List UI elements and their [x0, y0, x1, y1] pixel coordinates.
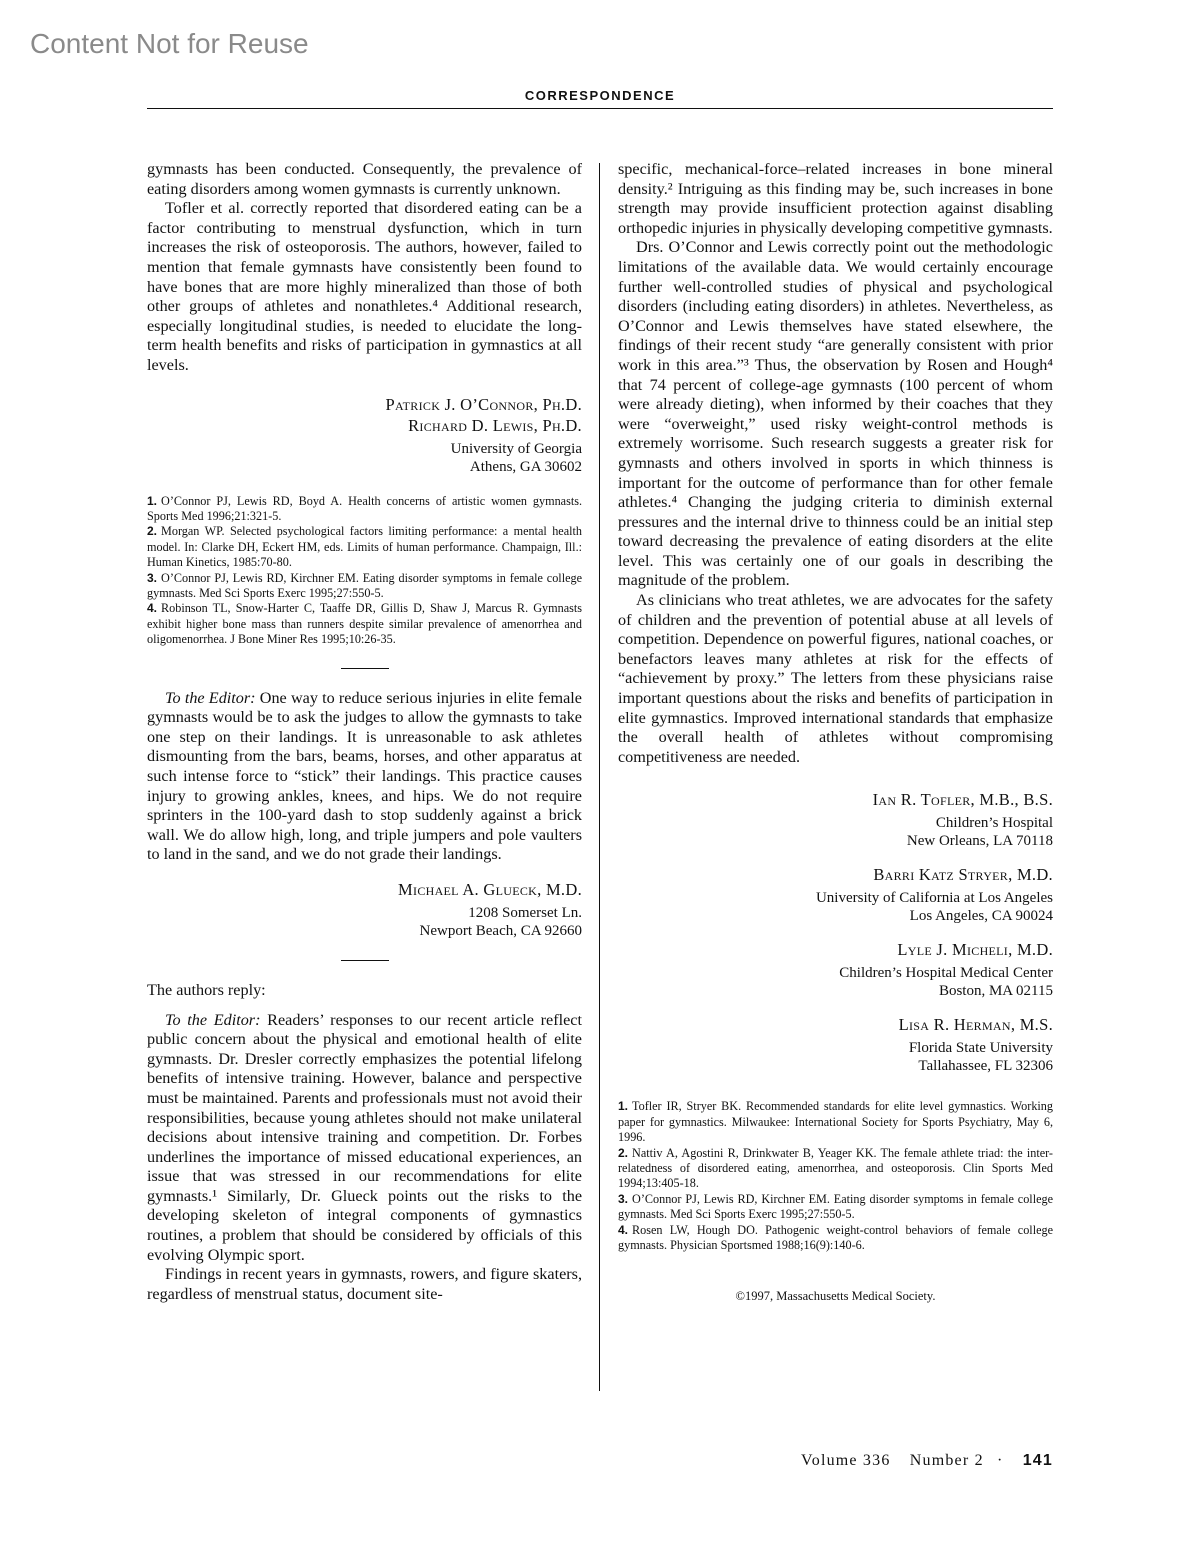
paragraph: gymnasts has been conducted. Consequently, the prevalence of eating disorders among women gymnasts is currently unknown.	[147, 160, 582, 198]
page-footer	[801, 1452, 1053, 1470]
affiliation: Boston, MA 02115	[938, 983, 1053, 1000]
paragraph: As clinicians who treat athletes, we are advocates for the safety of children and the prevention of potential abuse at all levels of competition. Dependence on powerful figures, national coaches, or benefactors leaves many athletes at risk for the effects of “achievement by proxy.” The letters from these physicians raise important questions about the risks and benefits of participation in elite gymnastics. Improved international standards that emphasize the overall health of athletes without compromising competitiveness are needed.	[618, 591, 1053, 766]
right-column	[618, 160, 1053, 1307]
reference-list	[147, 494, 582, 648]
author-name: Richard D. Lewis, Ph.D.	[408, 415, 582, 435]
section-divider	[341, 960, 389, 961]
letter-paragraph: To the Editor: Readers’ responses to our recent article reflect public concern about the physical and emotional health of elite gymnasts. Dr. Dresler correctly emphasizes the potential lifelong benefits of intensive training. However, balance and perspective must be maintained. Parents and professionals must not avoid their responsibilities, because young athletes should not make unilateral decisions about intensive training and competition. Dr. Forbes underlines the importance of missed educational experiences, an issue that was stressed in our recommendations for elite gymnasts.¹ Similarly, Dr. Glueck points out the risks to the developing skeleton of integral components of gymnastics routines, a problem that should be considered by officials of this evolving Olympic sport.	[147, 1010, 582, 1264]
copyright-notice: ©1997, Massachusetts Medical Society.	[735, 1289, 936, 1304]
author-name: Patrick J. O’Connor, Ph.D.	[385, 394, 582, 414]
affiliation: New Orleans, LA 70118	[906, 833, 1053, 850]
paragraph: Tofler et al. correctly reported that disordered eating can be a factor contributing to menstrual dysfunction, which in turn increases the risk of osteoporosis. The authors, however, failed to mention that female gymnasts have consistently been found to have bones that are more highly mineralized than those of both other groups of athletes and nonathletes.⁴ Additional research, especially longitudinal studies, is needed to elucidate the long-term health benefits and risks of participation in gymnastics at all levels.	[147, 199, 582, 374]
author-name: Lyle J. Micheli, M.D.	[897, 940, 1053, 960]
affiliation: University of Georgia	[450, 440, 582, 457]
salutation: To the Editor:	[165, 1010, 261, 1029]
reply-heading: The authors reply:	[147, 980, 266, 999]
watermark-text: Content Not for Reuse	[30, 28, 309, 59]
affiliation: Newport Beach, CA 92660	[419, 922, 582, 939]
reference-item: 1. Tofler IR, Stryer BK. Recommended standards for elite level gymnastics. Working paper for gymnastics. Milwaukee: International Society for Sports Psychiatry, May 6, 1996.	[618, 1099, 1053, 1145]
page-number: 141	[1022, 1452, 1053, 1469]
affiliation: University of California at Los Angeles	[815, 890, 1053, 907]
paragraph: specific, mechanical-force–related increases in bone mineral density.² Intriguing as this finding may be, such increases in bone strength may provide insufficient protection against disabling orthopedic injuries in physically developing competitive gymnasts.	[618, 160, 1053, 237]
reference-item: 4. Robinson TL, Snow-Harter C, Taaffe DR, Gillis D, Shaw J, Marcus R. Gymnasts exhibit higher bone mass than runners despite similar prevalence of amenorrhea and oligomenorrhea. J Bone Miner Res 1995;10:26-35.	[147, 601, 582, 647]
affiliation: Florida State University	[908, 1040, 1053, 1057]
signature-block	[147, 394, 582, 476]
signature-block	[618, 1014, 1053, 1075]
affiliation: Athens, GA 30602	[469, 458, 582, 475]
running-head: CORRESPONDENCE	[524, 88, 676, 103]
paragraph: Findings in recent years in gymnasts, rowers, and figure skaters, regardless of menstrual status, document site-	[147, 1265, 582, 1303]
volume-label: Volume 336	[801, 1452, 891, 1469]
reference-item: 3. O’Connor PJ, Lewis RD, Kirchner EM. Eating disorder symptoms in female college gymnasts. Med Sci Sports Exerc 1995;27:550-5.	[147, 570, 582, 600]
reference-item: 1. O’Connor PJ, Lewis RD, Boyd A. Health concerns of artistic women gymnasts. Sports Med 1996;21:321-5.	[147, 493, 582, 523]
paragraph: Drs. O’Connor and Lewis correctly point out the methodologic limitations of the available data. We would certainly encourage further well-controlled studies of physical and psychological disorders (including eating disorders) in athletes. Nevertheless, as O’Connor and Lewis themselves have stated elsewhere, the findings of their recent study “are generally consistent with prior work in this area.”³ Thus, the observation by Rosen and Hough⁴ that 74 percent of college-age gymnasts (100 percent of whom were already dieting), when informed by their coaches that they were “overweight,” used risky weight-control methods is extremely worrisome. Such research suggests a greater risk for gymnasts and others involved in sports in which thinness is important for the outcome of performance than for other female athletes.⁴ Changing the judging criteria to diminish external pressures and the internal drive to thinness could be an initial step toward decreasing the prevalence of eating disorders at the elite level. This was certainly one of our goals in describing the magnitude of the problem.	[618, 238, 1053, 590]
letter-paragraph: To the Editor: One way to reduce serious injuries in elite female gymnasts would be to ask the judges to allow the gymnasts to take one step on their landings. It is unreasonable to ask athletes dismounting from the bars, beams, horses, and other apparatus at such intense force to “stick” their landings. This practice causes injury to growing ankles, knees, and hips. We do not require sprinters in the 100-yard dash to stop suddenly against a brick wall. We do allow high, long, and triple jumpers and pole vaulters to land in the sand, and we do not grade their landings.	[147, 688, 582, 864]
salutation: To the Editor:	[165, 688, 256, 707]
column-divider	[599, 163, 600, 1391]
reference-item: 2. Morgan WP. Selected psychological factors limiting performance: a mental health model. In: Clarke DH, Eckert HM, eds. Limits of human performance. Champaign, Ill.: Human Kinetics, 1985:70-80.	[147, 524, 582, 570]
header-rule	[147, 108, 1053, 109]
footer-separator: ·	[996, 1452, 1004, 1469]
signature-block	[618, 789, 1053, 850]
affiliation: Children’s Hospital	[935, 815, 1053, 832]
affiliation: Children’s Hospital Medical Center	[839, 965, 1053, 982]
author-name: Michael A. Glueck, M.D.	[398, 879, 582, 899]
affiliation: Los Angeles, CA 90024	[909, 908, 1053, 925]
reference-item: 4. Rosen LW, Hough DO. Pathogenic weight-control behaviors of female college gymnasts. Physician Sportsmed 1988;16(9):140-6.	[618, 1222, 1053, 1253]
reference-list	[618, 1099, 1053, 1253]
affiliation: 1208 Somerset Ln.	[468, 904, 582, 921]
signature-block	[147, 879, 582, 940]
reference-item: 2. Nattiv A, Agostini R, Drinkwater B, Yeager KK. The female athlete triad: the inter-relatedness of disordered eating, amenorrhea, and osteoporosis. Clin Sports Med 1994;13:405-18.	[618, 1145, 1053, 1191]
section-divider	[341, 668, 389, 669]
signature-block	[618, 864, 1053, 925]
author-name: Ian R. Tofler, M.B., B.S.	[872, 790, 1053, 810]
reference-item: 3. O’Connor PJ, Lewis RD, Kirchner EM. Eating disorder symptoms in female college gymnasts. Med Sci Sports Exerc 1995;27:550-5.	[618, 1191, 1053, 1222]
affiliation: Tallahassee, FL 32306	[918, 1058, 1053, 1075]
author-name: Lisa R. Herman, M.S.	[898, 1015, 1053, 1035]
left-column	[147, 160, 582, 1304]
issue-label: Number 2	[909, 1452, 984, 1469]
signature-block	[618, 939, 1053, 1000]
author-name: Barri Katz Stryer, M.D.	[873, 865, 1053, 885]
